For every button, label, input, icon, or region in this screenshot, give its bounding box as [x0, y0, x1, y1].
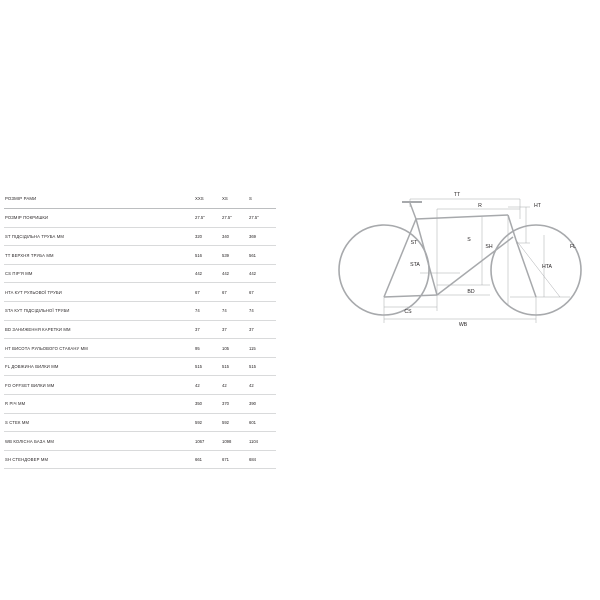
label-ht: HT [534, 203, 541, 209]
table-row [4, 339, 276, 358]
table-row [4, 357, 276, 376]
row-value-s: 601 [249, 419, 256, 425]
row-label: ST ПІДСІДІЛЬНА ТРУБА ММ [5, 233, 65, 239]
row-value-xxs: 350 [195, 401, 202, 407]
row-value-s: 369 [249, 233, 256, 239]
row-value-xs: 340 [222, 233, 229, 239]
row-value-s: 390 [249, 401, 256, 407]
row-value-xs: 592 [222, 419, 229, 425]
table-header-row [4, 190, 276, 209]
row-label: STA КУТ ПІДСІДІЛЬНОЇ ТРУБИ [5, 308, 70, 314]
table-row [4, 320, 276, 339]
table-row [4, 432, 276, 451]
table-row [4, 302, 276, 321]
row-value-xxs: 74 [195, 308, 200, 314]
row-label: BD ЗАНИЖЕННЯ КАРЕТКИ ММ [5, 326, 71, 332]
label-tt: TT [453, 192, 461, 198]
table-row [4, 450, 276, 469]
row-label: WB КОЛІСНА БАЗА ММ [5, 438, 54, 444]
row-value-s: 515 [249, 364, 256, 370]
column-header-size-s: S [249, 196, 252, 202]
row-value-xxs: 27.5" [195, 215, 205, 221]
label-hta: HTA [542, 264, 552, 270]
label-sh: SH [485, 244, 493, 250]
row-value-s: 1104 [249, 438, 259, 444]
row-value-s: 42 [249, 382, 254, 388]
table-row [4, 413, 276, 432]
column-header-frame-size: РОЗМІР РАМИ [5, 196, 37, 202]
table-body [4, 209, 276, 469]
row-label: HTA КУТ РУЛЬОВОЇ ТРУБИ [5, 289, 62, 295]
row-label: SH СТЕНДОВЕР ММ [5, 457, 49, 463]
row-value-xs: 370 [222, 401, 229, 407]
row-label: CS ПІР'Я ММ [5, 271, 33, 277]
row-value-s: 67 [249, 289, 254, 295]
table-row [4, 376, 276, 395]
table-row [4, 395, 276, 414]
row-value-s: 684 [249, 457, 256, 463]
row-value-xs: 37 [222, 326, 227, 332]
label-wb: WB [458, 322, 468, 328]
table-row [4, 283, 276, 302]
row-value-xs: 515 [222, 364, 229, 370]
row-value-xs: 74 [222, 308, 227, 314]
row-value-s: 37 [249, 326, 254, 332]
geometry-table [4, 190, 276, 469]
column-header-size-xxs: XXS [195, 196, 204, 202]
label-sta: STA [410, 262, 420, 268]
row-value-xs: 105 [222, 345, 229, 351]
label-r: R [478, 203, 482, 209]
row-value-xs: 442 [222, 271, 229, 277]
row-label: S СТЕК ММ [5, 419, 30, 425]
row-value-xxs: 320 [195, 233, 202, 239]
row-value-xs: 1098 [222, 438, 232, 444]
row-value-xxs: 661 [195, 457, 202, 463]
row-value-xs: 42 [222, 382, 227, 388]
table-row [4, 264, 276, 283]
row-value-s: 74 [249, 308, 254, 314]
row-value-s: 27.5" [249, 215, 259, 221]
row-label: РОЗМІР ПОКРИШКИ [5, 215, 49, 221]
label-st: ST [410, 240, 418, 246]
row-value-xxs: 37 [195, 326, 200, 332]
frame-outline [384, 202, 536, 297]
row-value-xxs: 515 [195, 364, 202, 370]
row-value-xs: 539 [222, 252, 229, 258]
row-value-xxs: 67 [195, 289, 200, 295]
bike-geometry-diagram [330, 185, 598, 350]
label-cs: CS [404, 309, 412, 315]
row-value-xs: 671 [222, 457, 229, 463]
row-value-xxs: 592 [195, 419, 202, 425]
column-header-size-xs: XS [222, 196, 228, 202]
row-value-xxs: 95 [195, 345, 200, 351]
label-bd: BD [467, 289, 475, 295]
row-label: TT ВЕРХНЯ ТРУБА ММ [5, 252, 54, 258]
row-value-xs: 27.5" [222, 215, 232, 221]
row-value-xxs: 1067 [195, 438, 205, 444]
table-row [4, 246, 276, 265]
table-row [4, 227, 276, 246]
row-value-s: 442 [249, 271, 256, 277]
label-s: S [467, 237, 471, 243]
row-label: FL ДОВЖИНА ВИЛКИ ММ [5, 364, 59, 370]
row-value-s: 561 [249, 252, 256, 258]
row-value-xxs: 442 [195, 271, 202, 277]
row-value-s: 115 [249, 345, 256, 351]
row-label: HT ВИСОТА РУЛЬОВОГО СТАКАНУ ММ [5, 345, 88, 351]
row-value-xxs: 42 [195, 382, 200, 388]
row-value-xs: 67 [222, 289, 227, 295]
row-label: R РІЧ ММ [5, 401, 26, 407]
label-fl: FL [569, 244, 577, 250]
table-row [4, 209, 276, 228]
row-value-xxs: 516 [195, 252, 202, 258]
row-label: FO OFFSET ВИЛКИ ММ [5, 382, 55, 388]
